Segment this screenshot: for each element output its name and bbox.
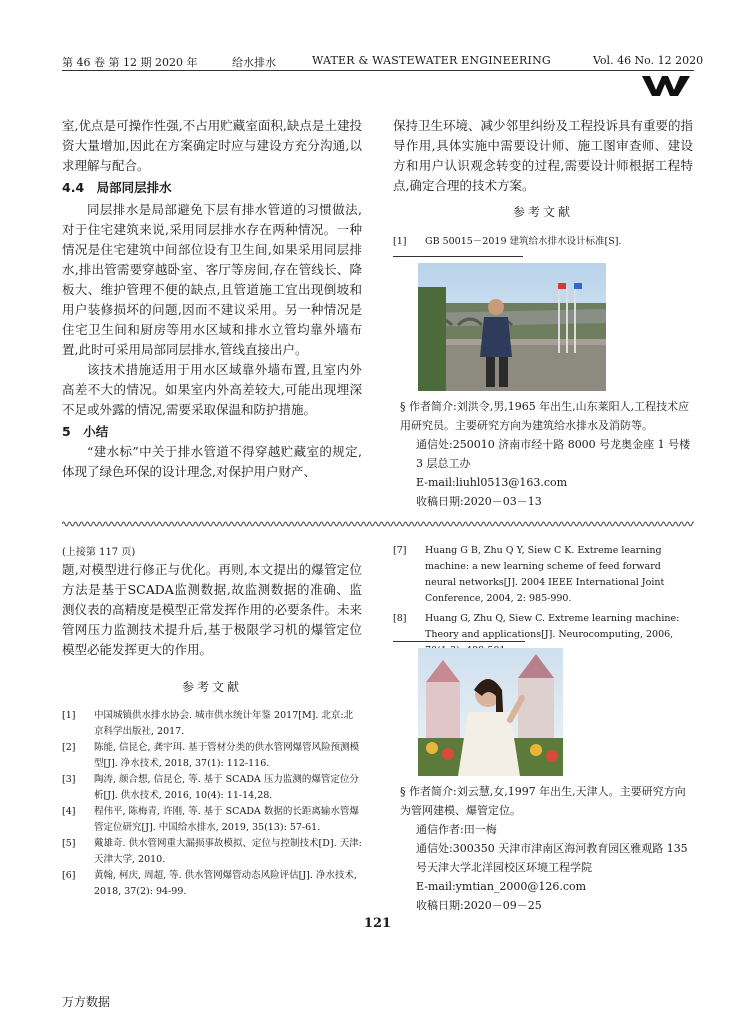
reference-number: [8] (393, 613, 407, 624)
references-title: 参考文献 (512, 205, 573, 219)
reference-text: Huang G B, Zhu Q Y, Siew C K. Extreme learning machine: a new learning scheme of feed forward neural networks[J]. 2004 IEEE International Joint Conference, 2004, 2: 985-990. (425, 545, 665, 604)
reference-number: [6] (62, 870, 76, 881)
section-heading-4-4: 4.4 局部同层排水 (62, 180, 172, 195)
section-divider (62, 519, 694, 529)
journal-logo-icon (640, 74, 692, 98)
paragraph: 保持卫生环境、减少邻里纠纷及工程投诉具有重要的指导作用,具体实施中需要设计师、施工图审查师、建设方和用户认识观念转变的过程,需要设计师根据工程特点,确定合理的技术方案。 (393, 118, 694, 193)
reference-item (393, 234, 693, 250)
author-photo-1 (418, 263, 606, 391)
reference-text: GB 50015－2019 建筑给水排水设计标准[S]. (425, 236, 622, 247)
author-bio-2 (400, 782, 692, 915)
reference-item (62, 772, 362, 804)
reference-item (62, 804, 362, 836)
lower-left-column (62, 560, 362, 660)
paragraph: 该技术措施适用于用水区域靠外墙布置,且室内外高差不大的情况。如果室内外高差较大,可能出现埋深不足或外露的情况,需要采取保温和防护措施。 (62, 362, 362, 417)
header-rule (62, 70, 694, 71)
reference-rule (393, 256, 523, 257)
reference-item (62, 740, 362, 772)
reference-item (62, 868, 362, 900)
reference-text: 程伟平, 陈梅青, 许刚, 等. 基于 SCADA 数据的长距离输水管爆管定位研究[J]. 中国给水排水, 2019, 35(13): 57-61. (94, 806, 359, 833)
reference-item (62, 836, 362, 868)
bio-email: E-mail:ymtian_2000@126.com (416, 880, 587, 893)
paragraph: 室,优点是可操作性强,不占用贮藏室面积,缺点是土建投资大量增加,因此在方案确定时应与建设方充分沟通,以求理解与配合。 (62, 118, 362, 173)
bio-email: E-mail:liuhl0513@163.com (416, 476, 568, 489)
header-journal-cn: 给水排水 (232, 56, 276, 69)
reference-rule (393, 641, 525, 642)
bio-received: 收稿日期:2020－09－25 (416, 899, 542, 912)
author-bio-1 (400, 397, 692, 511)
reference-text: 中国城镇供水排水协会. 城市供水统计年鉴 2017[M]. 北京:北京科学出版社, 2017. (94, 710, 354, 737)
reference-text: 陶涛, 颜合想, 信昆仑, 等. 基于 SCADA 压力监测的爆管定位分析[J]. 供水技术, 2016, 10(4): 11-14,28. (94, 774, 359, 801)
reference-item (62, 708, 362, 740)
bio-intro: § 作者简介:刘云慧,女,1997 年出生,天津人。主要研究方向为管网建模、爆管定位。 (400, 785, 686, 817)
reference-number: [1] (393, 236, 407, 247)
reference-number: [2] (62, 742, 76, 753)
header-issue-en: Vol. 46 No. 12 2020 (593, 54, 704, 67)
paragraph: “建水标”中关于排水管道不得穿越贮藏室的规定,体现了绿色环保的设计理念,对保护用户财产、 (62, 444, 362, 479)
header-issue-cn: 第 46 卷 第 12 期 2020 年 (62, 56, 198, 69)
references-title: 参考文献 (181, 680, 242, 694)
reference-number: [7] (393, 545, 407, 556)
reference-number: [5] (62, 838, 76, 849)
footer-watermark: 万方数据 (62, 995, 111, 1009)
bio-address: 通信处:300350 天津市津南区海河教育园区雅观路 135 号天津大学北洋园校区环境工程学院 (416, 842, 688, 874)
author-photo-2 (418, 648, 563, 776)
reference-list (62, 708, 362, 900)
bio-corresponding: 通信作者:田一梅 (416, 823, 497, 836)
reference-item (393, 543, 693, 607)
upper-left-column (62, 116, 362, 482)
reference-text: Huang G, Zhu Q, Siew C. Extreme learning machine: Theory and applications[J]. Neurocomputing, 2006, (425, 613, 680, 640)
upper-right-column (393, 116, 693, 196)
reference-number: [1] (62, 710, 76, 721)
bio-address: 通信处:250010 济南市经十路 8000 号龙奥金座 1 号楼 3 层总工办 (416, 438, 691, 470)
paragraph: 题,对模型进行修正与优化。再则,本文提出的爆管定位方法是基于SCADA监测数据,故监测数据的准确、监测仪表的高精度是模型正常发挥作用的必要条件。未来管网压力监测技术提升后,基于极限学习机的爆管定位模型必能发挥更大的作用。 (62, 562, 363, 657)
reference-text: 黄翰, 柯庆, 周超, 等. 供水管网爆管动态风险评估[J]. 净水技术, 2018, 37(2): 94-99. (94, 870, 357, 897)
page-number: 121 (363, 916, 392, 931)
bio-received: 收稿日期:2020－03－13 (416, 495, 542, 508)
reference-text: 戴雄奇. 供水管网重大漏损事故模拟、定位与控制技术[D]. 天津: 天津大学, 2010. (94, 838, 362, 865)
reference-text: 陈能, 信昆仑, 龚宇珥. 基于管材分类的供水管网爆管风险预测模型[J]. 净水技术, 2018, 37(1): 112-116. (94, 742, 360, 769)
reference-number: [4] (62, 806, 76, 817)
paragraph: 同层排水是局部避免下层有排水管道的习惯做法,对于住宅建筑来说,采用同层排水存在两种情况。一种情况是住宅建筑中间部位设有卫生间,如果采用同层排水,排出管需要穿越卧室、客厅等房间,存在管线长、降板大、维护管理不便的缺点,且管道施工宜出现倒坡和用户装修损坏的问题,因而不建议采用。另一种情况是住宅卫生间和厨房等用水区域和排水立管均靠外墙布置,此时可采用局部同层排水,管线直接出户。 (62, 202, 362, 357)
section-heading-5: 5 小结 (62, 424, 109, 439)
reference-number: [3] (62, 774, 76, 785)
continued-note: (上接第 117 页) (62, 547, 136, 558)
bio-intro: § 作者简介:刘洪令,男,1965 年出生,山东莱阳人,工程技术应用研究员。主要研究方向为建筑给水排水及消防等。 (400, 400, 690, 432)
header-journal-en: WATER & WASTEWATER ENGINEERING (312, 54, 551, 67)
